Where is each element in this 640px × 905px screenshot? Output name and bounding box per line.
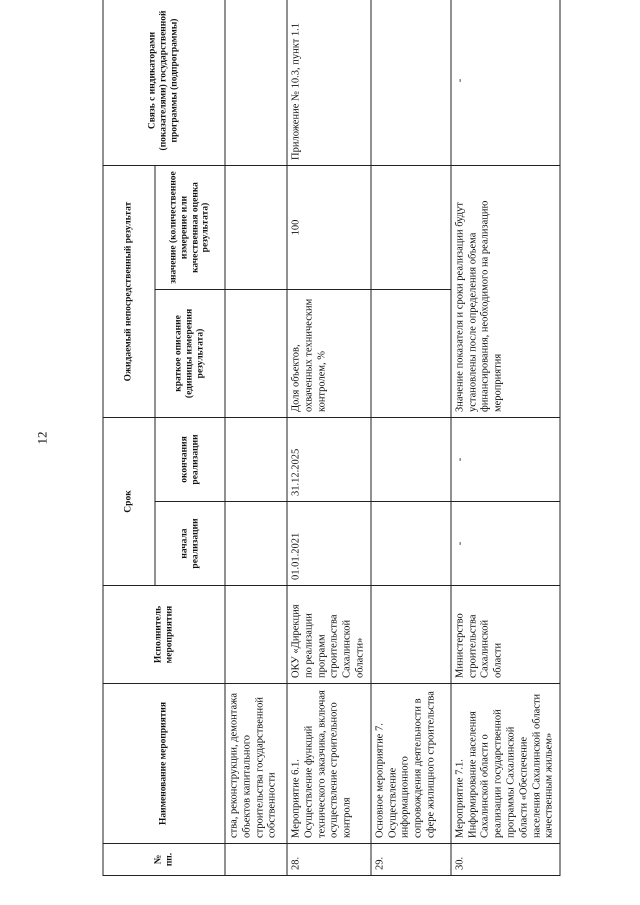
row-executor: Министерство строительства Сахалинской области (451, 586, 560, 684)
row-end (371, 418, 451, 502)
header-expected-desc: краткое описание (единицы измерения результата) (155, 290, 225, 418)
header-name: Наименование мероприятия (103, 684, 225, 844)
header-executor: Исполнитель мероприятия (103, 586, 225, 684)
row-value (225, 166, 287, 290)
header-link: Связь с индикаторами (показателями) государственной программы (подпрограммы) (103, 0, 225, 166)
row-link (371, 0, 451, 166)
row-link: Приложение № 10.3, пункт 1.1 (287, 0, 371, 166)
row-executor (225, 586, 287, 684)
row-num: 29. (371, 844, 451, 876)
row-end (225, 418, 287, 502)
row-executor (371, 586, 451, 684)
header-row (103, 0, 155, 876)
header-term-start: начала реализации (155, 502, 225, 586)
header-expected: Ожидаемый непосредственный результат (103, 166, 155, 418)
table-row (225, 0, 287, 876)
row-end: 31.12.2025 (287, 418, 371, 502)
header-num: № пп. (103, 844, 225, 876)
table-row (371, 0, 451, 876)
row-link: - (451, 0, 560, 166)
row-value (371, 166, 451, 290)
row-num: 30. (451, 844, 560, 876)
table-row (287, 0, 371, 876)
events-table (103, 0, 561, 876)
header-expected-value: значение (количественное измерение или качественная оценка результата) (155, 166, 225, 290)
table-row (451, 0, 560, 876)
document-sheet (103, 0, 555, 876)
row-link (225, 0, 287, 166)
row-start (371, 502, 451, 586)
row-value: 100 (287, 166, 371, 290)
row-num: 28. (287, 844, 371, 876)
row-start: - (451, 502, 560, 586)
row-start: 01.01.2021 (287, 502, 371, 586)
header-term: Срок (103, 418, 155, 586)
row-name: ства, реконструкции, демонтажа объектов капитального строительства государственной собственности (225, 684, 287, 844)
row-end: - (451, 418, 560, 502)
row-name: Основное мероприятие 7. Осуществление информационного сопровождения деятельности в сфере жилищного строительства (371, 684, 451, 844)
row-desc: Значение показателя и сроки реализации будут установлены после определения объема финансирования, необходимого на реализацию мероприятия (451, 166, 560, 418)
row-num (225, 844, 287, 876)
row-name: Мероприятие 7.1. Информирование населения Сахалинской области о реализации государственной программы Сахалинской области «Обеспечение населения Сахалинской области качественным жильем» (451, 684, 560, 844)
page-number: 12 (34, 431, 50, 445)
row-name: Мероприятие 6.1. Осуществление функций технического заказчика, включая осуществление строительного контроля (287, 684, 371, 844)
row-desc: Доля объектов, охваченных техническим контролем, % (287, 290, 371, 418)
header-term-end: окончания реализации (155, 418, 225, 502)
row-desc (371, 290, 451, 418)
row-executor: ОКУ «Дирекция по реализации программ строительства Сахалинской области» (287, 586, 371, 684)
row-start (225, 502, 287, 586)
row-desc (225, 290, 287, 418)
